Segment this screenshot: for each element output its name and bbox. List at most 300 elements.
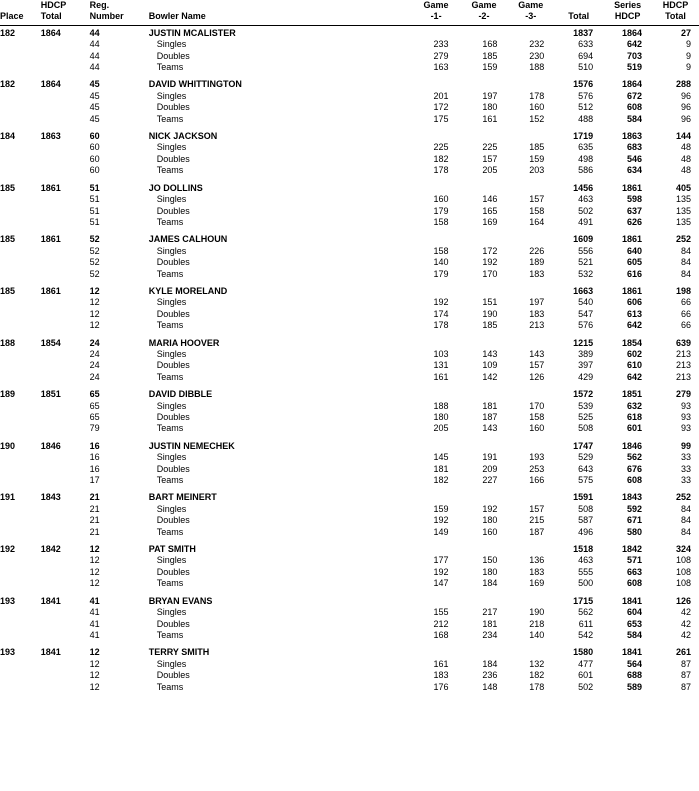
event-game1: 163 [433, 62, 449, 73]
event-total: 576 [578, 320, 594, 331]
event-total: 547 [578, 308, 594, 319]
event-game3: 226 [529, 245, 545, 256]
event-row [0, 165, 699, 176]
event-reg-number: 21 [89, 515, 100, 526]
event-series-hdcp: 584 [627, 113, 643, 124]
reg-number-value: 51 [89, 182, 100, 193]
hdcp-total-blank [41, 194, 90, 205]
row-spacer [130, 246, 148, 257]
hdcp-total-blank [41, 659, 90, 670]
event-hdcp: 213 [675, 348, 691, 359]
event-series-hdcp: 688 [627, 670, 643, 681]
place-value: 185 [0, 285, 16, 296]
hdcp-total-blank [41, 630, 90, 641]
event-game1: 177 [433, 555, 449, 566]
event-row [0, 372, 699, 383]
event-hdcp: 9 [685, 62, 691, 73]
event-total: 587 [578, 515, 594, 526]
game3-value [507, 492, 554, 503]
event-reg-number: 45 [89, 102, 100, 113]
event-row [0, 555, 699, 566]
event-total: 521 [578, 257, 594, 268]
game1-value [412, 596, 461, 607]
event-series-hdcp: 642 [627, 39, 643, 50]
event-game2: 142 [482, 371, 498, 382]
bowler-header-row [0, 183, 699, 194]
event-game2: 209 [482, 463, 498, 474]
event-label: Singles [156, 400, 187, 411]
place-blank [0, 269, 41, 280]
event-hdcp: 42 [680, 607, 691, 618]
event-game2: 181 [482, 400, 498, 411]
event-row [0, 154, 699, 165]
row-spacer [130, 39, 148, 50]
event-reg-number: 51 [89, 205, 100, 216]
header-game-3 [507, 0, 554, 23]
event-hdcp: 96 [680, 90, 691, 101]
place-blank [0, 62, 41, 73]
event-hdcp: 87 [680, 670, 691, 681]
place-blank [0, 154, 41, 165]
hdcp-total-column-value: 288 [675, 79, 691, 90]
hdcp-total-blank [41, 452, 90, 463]
event-hdcp: 66 [680, 297, 691, 308]
event-label: Singles [156, 555, 187, 566]
event-label: Doubles [156, 153, 190, 164]
event-game1: 176 [433, 681, 449, 692]
event-game1: 161 [433, 371, 449, 382]
hdcp-total-value: 1861 [40, 234, 61, 245]
event-reg-number: 12 [89, 566, 100, 577]
hdcp-total-blank [41, 349, 90, 360]
event-reg-number: 44 [89, 62, 100, 73]
table-header [0, 0, 699, 28]
event-row [0, 349, 699, 360]
event-series-hdcp: 589 [627, 681, 643, 692]
event-label: Doubles [156, 412, 190, 422]
place-blank [0, 51, 41, 62]
row-spacer [130, 452, 148, 463]
place-blank [0, 217, 41, 228]
event-game1: 178 [433, 320, 449, 331]
event-label: Doubles [156, 50, 190, 61]
event-total: 491 [578, 216, 594, 227]
event-game2: 109 [482, 360, 498, 371]
hdcp-total-blank [41, 607, 90, 618]
hdcp-total-blank [41, 372, 90, 383]
hdcp-total-blank [41, 154, 90, 165]
event-game3: 178 [529, 90, 545, 101]
event-game3: 166 [529, 475, 545, 486]
series-hdcp-value: 1864 [622, 27, 643, 38]
total-value: 1572 [573, 389, 594, 400]
event-reg-number: 79 [89, 423, 100, 434]
event-game2: 236 [482, 670, 498, 681]
event-game3: 203 [529, 165, 545, 176]
hdcp-total-blank [41, 62, 90, 73]
hdcp-total-column-value: 639 [675, 337, 691, 348]
event-game2: 184 [482, 578, 498, 589]
event-total: 601 [578, 670, 594, 681]
hdcp-total-blank [41, 412, 90, 423]
event-label: Singles [156, 607, 187, 618]
event-game2: 151 [482, 297, 498, 308]
event-series-hdcp: 616 [627, 268, 643, 279]
place-blank [0, 504, 41, 515]
event-game2: 192 [482, 257, 498, 268]
hdcp-total-blank [41, 360, 90, 371]
place-blank [0, 412, 41, 423]
event-label: Doubles [156, 308, 190, 319]
event-reg-number: 21 [89, 526, 100, 537]
reg-number-value: 44 [89, 27, 100, 38]
place-value: 185 [0, 234, 16, 245]
event-row [0, 464, 699, 475]
place-blank [0, 659, 41, 670]
place-blank [0, 527, 41, 538]
header-place [0, 0, 41, 23]
bowler-name-value: JUSTIN NEMECHEK [148, 440, 235, 451]
hdcp-total-column-value: 405 [675, 182, 691, 193]
game3-value [507, 131, 554, 142]
row-spacer [130, 527, 148, 538]
event-label: Teams [156, 320, 184, 331]
event-row [0, 659, 699, 670]
hdcp-total-blank [41, 475, 90, 486]
hdcp-total-blank [41, 464, 90, 475]
event-series-hdcp: 602 [627, 348, 643, 359]
event-reg-number: 24 [89, 348, 100, 359]
row-spacer [130, 165, 148, 176]
event-total: 498 [578, 153, 594, 164]
event-game2: 184 [482, 658, 498, 669]
event-row [0, 682, 699, 693]
event-game3: 253 [529, 463, 545, 474]
hdcp-total-column-value: 99 [680, 440, 691, 451]
event-game1: 212 [433, 618, 449, 629]
event-game3: 158 [529, 205, 545, 216]
bowler-header-row [0, 492, 699, 503]
header-bowler-name [149, 0, 412, 23]
row-spacer [130, 401, 148, 412]
event-series-hdcp: 562 [627, 452, 643, 463]
row-spacer [130, 142, 148, 153]
event-game3: 126 [529, 371, 545, 382]
event-game2: 192 [482, 503, 498, 514]
total-value: 1591 [573, 492, 594, 503]
game1-value [412, 183, 461, 194]
row-spacer [130, 492, 148, 503]
event-row [0, 423, 699, 434]
event-game1: 192 [433, 515, 449, 526]
event-game1: 188 [433, 400, 449, 411]
event-reg-number: 16 [89, 452, 100, 463]
event-series-hdcp: 604 [627, 607, 643, 618]
event-total: 508 [578, 503, 594, 514]
event-row [0, 246, 699, 257]
event-series-hdcp: 580 [627, 526, 643, 537]
event-reg-number: 65 [89, 412, 100, 422]
event-game3: 136 [529, 555, 545, 566]
event-game1: 168 [433, 629, 449, 640]
event-game2: 180 [482, 566, 498, 577]
event-game1: 183 [433, 670, 449, 681]
series-hdcp-value: 1861 [622, 234, 643, 245]
event-row [0, 578, 699, 589]
event-total: 477 [578, 658, 594, 669]
event-game2: 159 [482, 62, 498, 73]
place-blank [0, 607, 41, 618]
header-hdcp-line1: HDCP [662, 0, 689, 10]
event-hdcp: 33 [680, 452, 691, 463]
total-value: 1719 [573, 131, 594, 142]
event-game2: 170 [482, 268, 498, 279]
event-game3: 230 [529, 50, 545, 61]
total-value: 1837 [573, 27, 594, 38]
event-row [0, 607, 699, 618]
event-game3: 190 [529, 607, 545, 618]
row-spacer [130, 286, 148, 297]
event-row [0, 39, 699, 50]
header-total [554, 0, 603, 23]
row-spacer [130, 596, 148, 607]
header-hdcp-total-line1: HDCP [40, 0, 67, 10]
game3-value [507, 338, 554, 349]
hdcp-total-blank [41, 206, 90, 217]
game3-value [507, 286, 554, 297]
hdcp-total-blank [41, 682, 90, 693]
hdcp-total-column-value: 261 [675, 647, 691, 658]
event-game3: 183 [529, 566, 545, 577]
game2-value [461, 131, 508, 142]
place-blank [0, 682, 41, 693]
place-value: 182 [0, 79, 16, 90]
event-game2: 146 [482, 194, 498, 205]
hdcp-total-column-value: 252 [675, 492, 691, 503]
place-blank [0, 39, 41, 50]
event-label: Singles [156, 658, 187, 669]
game3-value [507, 234, 554, 245]
event-hdcp: 9 [685, 39, 691, 50]
event-reg-number: 12 [89, 297, 100, 308]
hdcp-total-blank [41, 297, 90, 308]
place-blank [0, 309, 41, 320]
event-hdcp: 84 [680, 245, 691, 256]
event-game1: 201 [433, 90, 449, 101]
event-hdcp: 93 [680, 423, 691, 434]
row-spacer [130, 102, 148, 113]
place-blank [0, 555, 41, 566]
event-reg-number: 12 [89, 658, 100, 669]
reg-number-value: 12 [89, 544, 100, 555]
row-spacer [130, 194, 148, 205]
event-row [0, 412, 699, 423]
place-blank [0, 401, 41, 412]
event-row [0, 51, 699, 62]
event-label: Doubles [156, 463, 190, 474]
hdcp-total-value: 1861 [40, 182, 61, 193]
row-spacer [130, 131, 148, 142]
event-game3: 215 [529, 515, 545, 526]
event-game3: 157 [529, 194, 545, 205]
event-label: Doubles [156, 257, 190, 268]
hdcp-total-column-value: 279 [675, 389, 691, 400]
event-total: 488 [578, 113, 594, 124]
place-blank [0, 619, 41, 630]
event-series-hdcp: 606 [627, 297, 643, 308]
event-series-hdcp: 601 [627, 423, 643, 434]
event-hdcp: 93 [680, 412, 691, 422]
row-spacer [130, 217, 148, 228]
bowler-name-value: DAVID DIBBLE [148, 389, 213, 400]
event-game1: 159 [433, 503, 449, 514]
bowler-header-row [0, 28, 699, 39]
event-reg-number: 21 [89, 503, 100, 514]
game2-value [461, 544, 508, 555]
place-blank [0, 452, 41, 463]
event-total: 429 [578, 371, 594, 382]
row-spacer [130, 51, 148, 62]
event-reg-number: 52 [89, 257, 100, 268]
event-hdcp: 42 [680, 618, 691, 629]
event-game1: 180 [433, 412, 449, 422]
event-label: Singles [156, 348, 187, 359]
event-reg-number: 52 [89, 268, 100, 279]
event-reg-number: 12 [89, 308, 100, 319]
hdcp-total-value: 1864 [40, 27, 61, 38]
series-hdcp-value: 1842 [622, 544, 643, 555]
header-game1-line2: -1- [430, 11, 442, 22]
total-value: 1518 [573, 544, 594, 555]
row-spacer [130, 338, 148, 349]
event-hdcp: 108 [675, 555, 691, 566]
header-game1-line1: Game [423, 0, 449, 10]
event-row [0, 269, 699, 280]
event-reg-number: 60 [89, 142, 100, 153]
event-game3: 143 [529, 348, 545, 359]
event-game3: 183 [529, 308, 545, 319]
event-hdcp: 135 [675, 216, 691, 227]
bowler-name-value: JO DOLLINS [148, 182, 203, 193]
event-total: 643 [578, 463, 594, 474]
event-hdcp: 84 [680, 503, 691, 514]
event-series-hdcp: 640 [627, 245, 643, 256]
event-series-hdcp: 592 [627, 503, 643, 514]
place-blank [0, 670, 41, 681]
game1-value [412, 234, 461, 245]
event-label: Doubles [156, 670, 190, 681]
event-game1: 160 [433, 194, 449, 205]
place-blank [0, 206, 41, 217]
header-game2-line2: -2- [478, 11, 490, 22]
event-game3: 189 [529, 257, 545, 268]
bowler-header-row [0, 596, 699, 607]
event-reg-number: 17 [89, 475, 100, 486]
row-spacer [130, 630, 148, 641]
event-reg-number: 51 [89, 194, 100, 205]
game2-value [461, 183, 508, 194]
event-game1: 140 [433, 257, 449, 268]
series-hdcp-value: 1851 [622, 389, 643, 400]
row-spacer [130, 372, 148, 383]
event-game3: 193 [529, 452, 545, 463]
event-game2: 191 [482, 452, 498, 463]
row-spacer [130, 544, 148, 555]
event-label: Singles [156, 39, 187, 50]
event-row [0, 114, 699, 125]
event-label: Singles [156, 90, 187, 101]
event-game1: 158 [433, 245, 449, 256]
header-game2-line1: Game [471, 0, 497, 10]
hdcp-total-blank [41, 142, 90, 153]
hdcp-total-blank [41, 320, 90, 331]
event-game3: 232 [529, 39, 545, 50]
place-blank [0, 246, 41, 257]
hdcp-total-blank [41, 91, 90, 102]
game1-value [412, 647, 461, 658]
event-hdcp: 9 [685, 50, 691, 61]
place-value: 193 [0, 647, 16, 658]
event-total: 555 [578, 566, 594, 577]
event-series-hdcp: 608 [627, 102, 643, 113]
event-series-hdcp: 608 [627, 475, 643, 486]
event-game1: 205 [433, 423, 449, 434]
total-value: 1663 [573, 285, 594, 296]
event-game1: 161 [433, 658, 449, 669]
reg-number-value: 65 [89, 389, 100, 400]
row-spacer [130, 360, 148, 371]
event-total: 556 [578, 245, 594, 256]
hdcp-total-blank [41, 423, 90, 434]
bowler-name-value: MARIA HOOVER [148, 337, 220, 348]
row-spacer [130, 309, 148, 320]
event-reg-number: 12 [89, 578, 100, 589]
event-label: Teams [156, 165, 184, 176]
hdcp-total-blank [41, 39, 90, 50]
row-spacer [130, 647, 148, 658]
row-spacer [130, 567, 148, 578]
event-game2: 180 [482, 102, 498, 113]
total-value: 1747 [573, 440, 594, 451]
game3-value [507, 28, 554, 39]
event-total: 532 [578, 268, 594, 279]
hdcp-total-column-value: 252 [675, 234, 691, 245]
reg-number-value: 52 [89, 234, 100, 245]
event-hdcp: 87 [680, 681, 691, 692]
event-label: Teams [156, 475, 184, 486]
event-row [0, 360, 699, 371]
event-label: Teams [156, 681, 184, 692]
event-game1: 279 [433, 50, 449, 61]
hdcp-total-blank [41, 257, 90, 268]
hdcp-total-blank [41, 515, 90, 526]
event-row [0, 630, 699, 641]
event-total: 510 [578, 62, 594, 73]
hdcp-total-value: 1842 [40, 544, 61, 555]
hdcp-total-blank [41, 51, 90, 62]
header-reg-number [90, 0, 131, 23]
row-spacer [130, 234, 148, 245]
event-label: Doubles [156, 566, 190, 577]
row-spacer [130, 515, 148, 526]
row-spacer [130, 682, 148, 693]
event-label: Teams [156, 113, 184, 124]
event-game1: 179 [433, 205, 449, 216]
hdcp-total-column-value: 126 [675, 595, 691, 606]
event-game2: 187 [482, 412, 498, 422]
event-hdcp: 84 [680, 526, 691, 537]
bowler-name-value: TERRY SMITH [148, 647, 210, 658]
